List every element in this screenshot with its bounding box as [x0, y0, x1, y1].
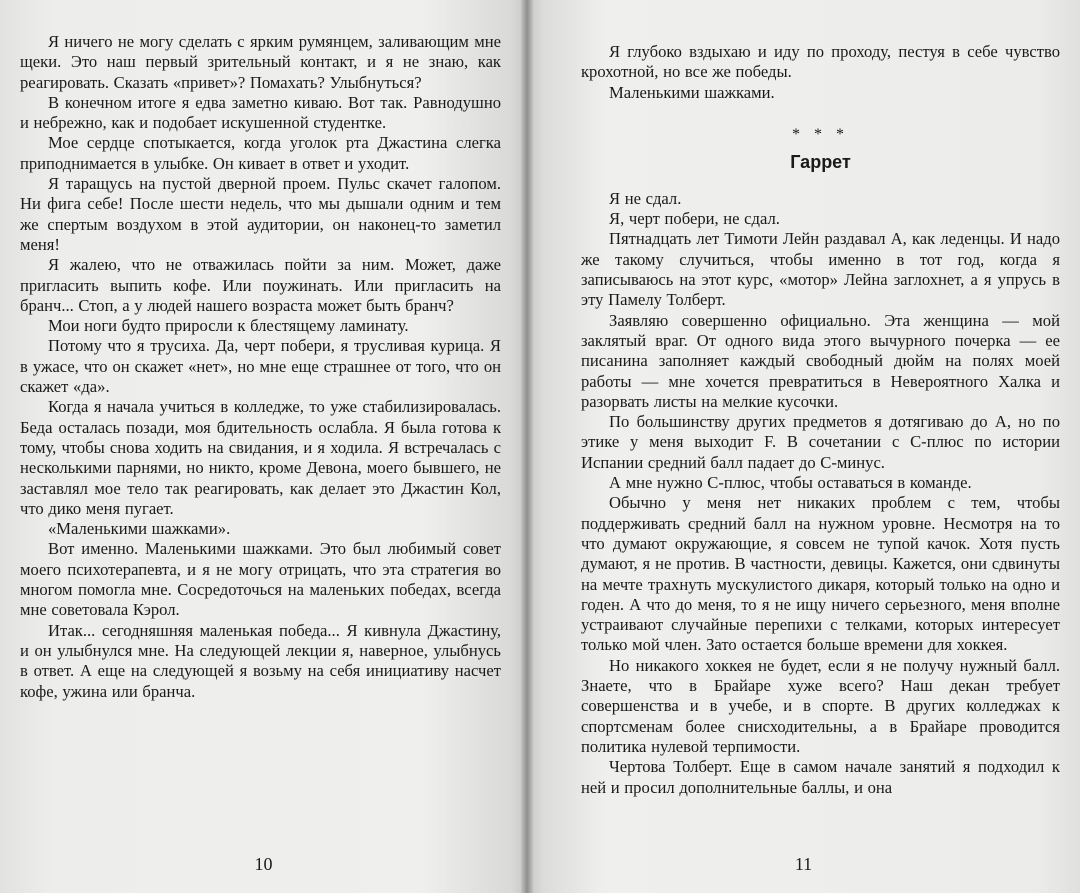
paragraph: Пятнадцать лет Тимоти Лейн раздавал A, как леденцы. И надо же такому случиться, чтобы именно в тот год, когда я записываюсь на этот курс, «мотор» Лейна заглохнет, а я упрусь в эту Памелу Толберт.: [581, 229, 1060, 310]
paragraph: Когда я начала учиться в колледже, то уже стабилизировалась. Беда осталась позади, моя бдительность ослабла. Я была готова к тому, чтобы снова ходить на свидания, и я ходила. Я встречалась с несколькими парнями, но никто, кроме Девона, моего бывшего, не заставлял мое тело так реагировать, как делает это Джастин Кол, что дико меня пугает.: [20, 397, 501, 518]
paragraph: Я ничего не могу сделать с ярким румянцем, заливающим мне щеки. Это наш первый зрительный контакт, и я не знаю, как реагировать. Сказать «привет»? Помахать? Улыбнуться?: [20, 32, 501, 92]
paragraph: Маленькими шажками.: [609, 82, 775, 102]
left-page-text: [20, 32, 501, 702]
chapter-heading: Гаррет: [790, 151, 851, 172]
paragraph: Я, черт побери, не сдал.: [609, 209, 780, 229]
paragraph: В конечном итоге я едва заметно киваю. Вот так. Равнодушно и небрежно, как и подобает искушенной студентке.: [20, 92, 501, 133]
paragraph: Итак... сегодняшняя маленькая победа... Я кивнула Джастину, и он улыбнулся мне. На следующей лекции я, наверное, улыбнусь в ответ. А еще на следующей я возьму на себя инициативу насчет кофе, ужина или бранча.: [20, 620, 501, 701]
paragraph: Я не сдал.: [609, 188, 682, 208]
book-gutter: [521, 0, 533, 893]
right-page: [527, 0, 1080, 893]
right-page-text: [581, 42, 1060, 798]
page-number-right: 11: [794, 854, 813, 874]
paragraph: Но никакого хоккея не будет, если я не получу нужный балл. Знаете, что в Брайаре хуже всего? Наш декан требует совершенства и в учебе, и в спорте. В других колледжах к спортсменам более снисходительны, а в Брайаре проводится политика нулевой терпимости.: [581, 655, 1060, 756]
section-separator: * * *: [792, 125, 849, 143]
paragraph: Я жалею, что не отважилась пойти за ним. Может, даже пригласить выпить кофе. Или поужинать. Или пригласить на бранч... Стоп, а у людей нашего возраста может быть бранч?: [20, 255, 501, 315]
paragraph: Мое сердце спотыкается, когда уголок рта Джастина слегка приподнимается в улыбке. Он кивает в ответ и уходит.: [20, 133, 501, 173]
paragraph: Мои ноги будто приросли к блестящему ламинату.: [48, 316, 409, 336]
page-number-left: 10: [254, 854, 273, 874]
paragraph: «Маленькими шажками».: [48, 519, 231, 539]
paragraph: Потому что я трусиха. Да, черт побери, я трусливая курица. Я в ужасе, что он скажет «нет», но мне еще страшнее от того, что он скажет «да».: [20, 336, 501, 397]
paragraph: Вот именно. Маленькими шажками. Это был любимый совет моего психотерапевта, и я не могу отрицать, что эта стратегия во многом помогла мне. Сосредоточься на маленьких победах, всегда мне советовала Кэрол.: [20, 539, 501, 620]
left-page: [0, 0, 527, 893]
paragraph: Обычно у меня нет никаких проблем с тем, чтобы поддерживать средний балл на нужном уровне. Несмотря на то что думают окружающие, я совсем не тупой качок. Хотя пусть думают, я не против. В частности, девицы. Кажется, они сдвинуты на мечте трахнуть мускулистого дикаря, который только на одно и годен. А что до меня, то я не ищу ничего серьезного, меня вполне устраивают случайные перепихи с телками, которых интересует только мой член. Зато остается больше времени для хоккея.: [581, 493, 1060, 655]
paragraph: Я глубоко вздыхаю и иду по проходу, пестуя в себе чувство крохотной, но все же победы.: [581, 42, 1060, 82]
paragraph: А мне нужно C-плюс, чтобы оставаться в команде.: [609, 473, 972, 493]
paragraph: По большинству других предметов я дотягиваю до A, но по этике у меня выходит F. В сочетании с C-плюс по истории Испании средний балл падает до C-минус.: [581, 412, 1060, 472]
paragraph: Чертова Толберт. Еще в самом начале занятий я подходил к ней и просил дополнительные баллы, и она: [581, 757, 1060, 797]
paragraph: Я таращусь на пустой дверной проем. Пульс скачет галопом. Ни фига себе! После шести недель, что мы дышали одним и тем же спертым воздухом в этой аудитории, он наконец-то заметил меня!: [20, 174, 501, 254]
paragraph: Заявляю совершенно официально. Эта женщина — мой заклятый враг. От одного вида этого вычурного почерка — ее писанина заполняет каждый свободный дюйм на полях моей работы — мне хочется превратиться в Невероятного Халка и разорвать листы на мелкие кусочки.: [581, 310, 1060, 411]
